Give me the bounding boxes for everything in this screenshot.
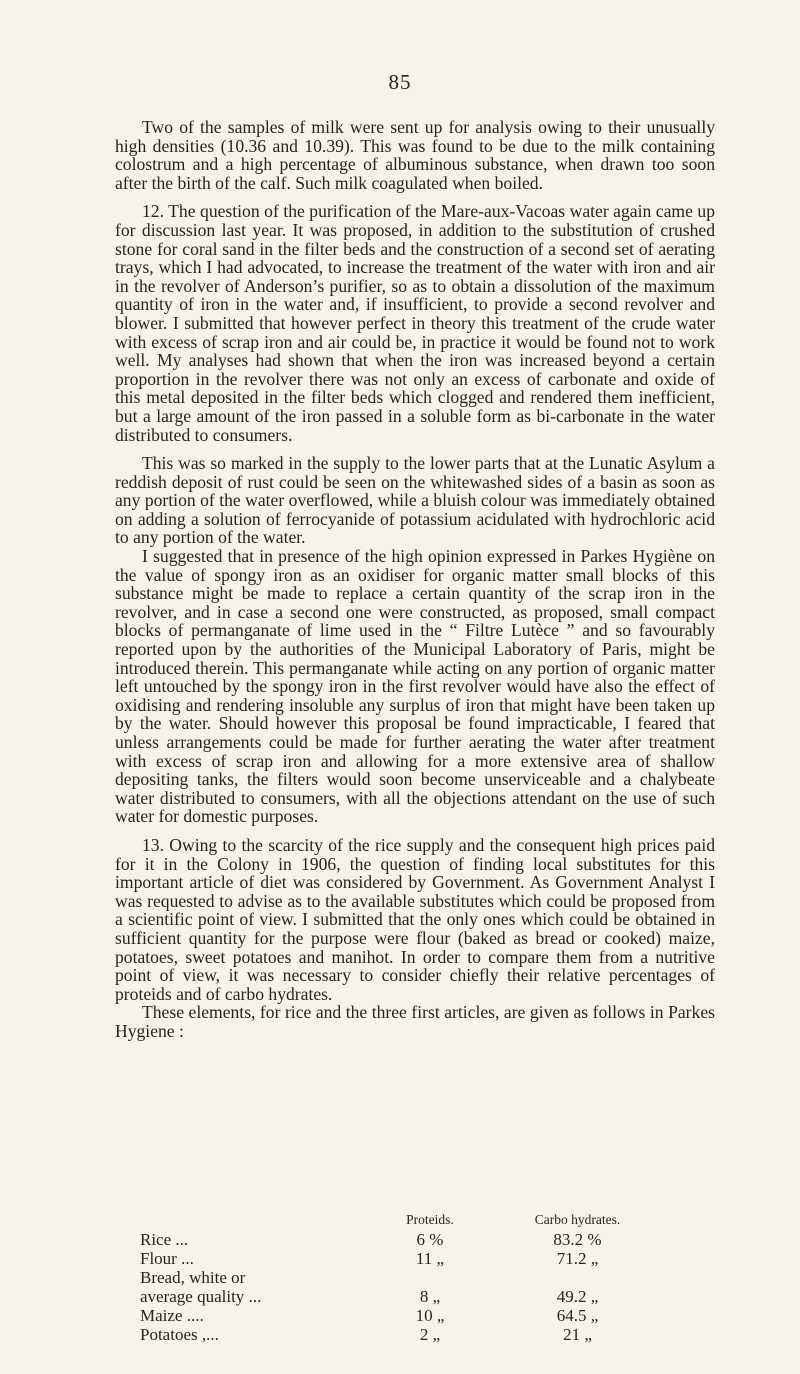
row-item: Bread, white or (140, 1268, 246, 1287)
table-row (140, 1249, 660, 1268)
paragraph-lunatic-asylum: This was so marked in the supply to the lower parts that at the Lunatic Asylum a reddish deposit of rust could be seen on the whitewashed sides of a basin as soon as any portion of the water overflowed, while a bluish colour was immediately obtained on adding a solution of ferrocyanide of potassium acidulated with hydrochloric acid to any portion of the water. (115, 453, 715, 548)
row-proteids: 8 „ (419, 1287, 441, 1306)
table-row (140, 1268, 660, 1287)
row-proteids: 10 „ (415, 1306, 445, 1325)
paragraph-parkes-hygiene: These elements, for rice and the three first articles, are given as follows in Parkes Hygiene : (115, 1002, 715, 1041)
row-carbo: 49.2 „ (556, 1287, 599, 1306)
header-carbo-hydrates: Carbo hydrates. (534, 1212, 621, 1227)
paragraph-spongy-iron: I suggested that in presence of the high opinion expressed in Parkes Hygiène on the value of spongy iron as an oxidiser for organic matter small blocks of this substance might be made to replace a certain quantity of the scrap iron in the revolver, and in case a second one were constructed, as proposed, small compact blocks of permanganate of lime used in the “ Filtre Lutèce ” and so favourably reported upon by the authorities of the Municipal Laboratory of Paris, might be introduced therein. This permanganate while acting on any portion of organic matter left untouched by the spongy iron in the first revolver would have also the effect of oxidising and rendering insoluble any surplus of iron that might have been taken up by the water. Should however this proposal be found impracticable, I feared that unless arrangements could be made for further aerating the water after treatment with excess of scrap iron and allowing for a more extensive area of shallow depositing tanks, the filters would soon become unserviceable and a chalybeate water distributed to consumers, with all the objections attendant on the use of such water for domestic purposes. (115, 546, 715, 827)
row-proteids: 11 „ (415, 1249, 445, 1268)
table-row (140, 1325, 660, 1344)
row-dots: ... (248, 1287, 262, 1306)
paragraph-13-rice-substitutes: 13. Owing to the scarcity of the rice supply and the consequent high prices paid for it in the Colony in 1906, the question of finding local substitutes for this important article of diet was considered by Government. As Government Analyst I was requested to advise as to the available substitutes which could be proposed from a scientific point of view. I submitted that the only ones which could be obtained in sufficient quantity for the purpose were flour (baked as bread or cooked) maize, potatoes, sweet potatoes and manihot. In order to compare them from a nutritive point of view, it was necessary to consider chiefly their relative percentages of proteids and of carbo hydrates. (115, 834, 715, 1004)
table-row (140, 1306, 660, 1325)
header-proteids: Proteids. (406, 1212, 454, 1227)
row-item: Rice (140, 1230, 172, 1249)
row-dots: ... (181, 1249, 194, 1268)
row-proteids: 6 % (416, 1230, 444, 1249)
table-row (140, 1230, 660, 1249)
row-dots: .... (186, 1306, 204, 1325)
row-item: average quality (140, 1287, 245, 1306)
row-item: Potatoes (140, 1325, 198, 1344)
paragraph-milk-samples: Two of the samples of milk were sent up for analysis owing to their unusually high densities (10.36 and 10.39). This was found to be due to the milk containing colostrum and a high percentage of albuminous substance, when drawn too soon after the birth of the calf. Such milk coagulated when boiled. (115, 117, 715, 193)
paragraph-12-water-purification: 12. The question of the purification of the Mare-aux-Vacoas water again came up for discussion last year. It was proposed, in addition to the substitution of crushed stone for coral sand in the filter beds and the construction of a second set of aerating trays, which I had advocated, to increase the treatment of the water with iron and air in the revolver of Anderson’s purifier, so as to obtain a dissolution of the maximum quantity of iron in the water and, if insufficient, to provide a second revolver and blower. I submitted that however perfect in theory this treatment of the crude water with excess of scrap iron and air could be, in practice it would be found not to work well. My analyses had shown that when the iron was increased beyond a certain proportion in the revolver there was not only an excess of carbonate and oxide of this metal deposited in the filter beds which clogged and rendered them inefficient, but a large amount of the iron passed in a soluble form as bi-carbonate in the water distributed to consumers. (115, 201, 715, 445)
table-row (140, 1287, 660, 1306)
table-header-row (140, 1212, 660, 1230)
row-carbo: 83.2 % (553, 1230, 602, 1249)
row-item: Flour (140, 1249, 177, 1268)
row-carbo: 21 „ (563, 1325, 592, 1344)
row-item: Maize (140, 1306, 183, 1325)
row-proteids: 2 „ (419, 1325, 441, 1344)
nutrition-table (140, 1212, 700, 1344)
row-carbo: 64.5 „ (556, 1306, 599, 1325)
row-dots: ,... (201, 1325, 219, 1344)
page-number: 85 (388, 70, 412, 94)
body-text (115, 118, 715, 1051)
row-carbo: 71.2 „ (556, 1249, 599, 1268)
row-dots: ... (175, 1230, 189, 1249)
